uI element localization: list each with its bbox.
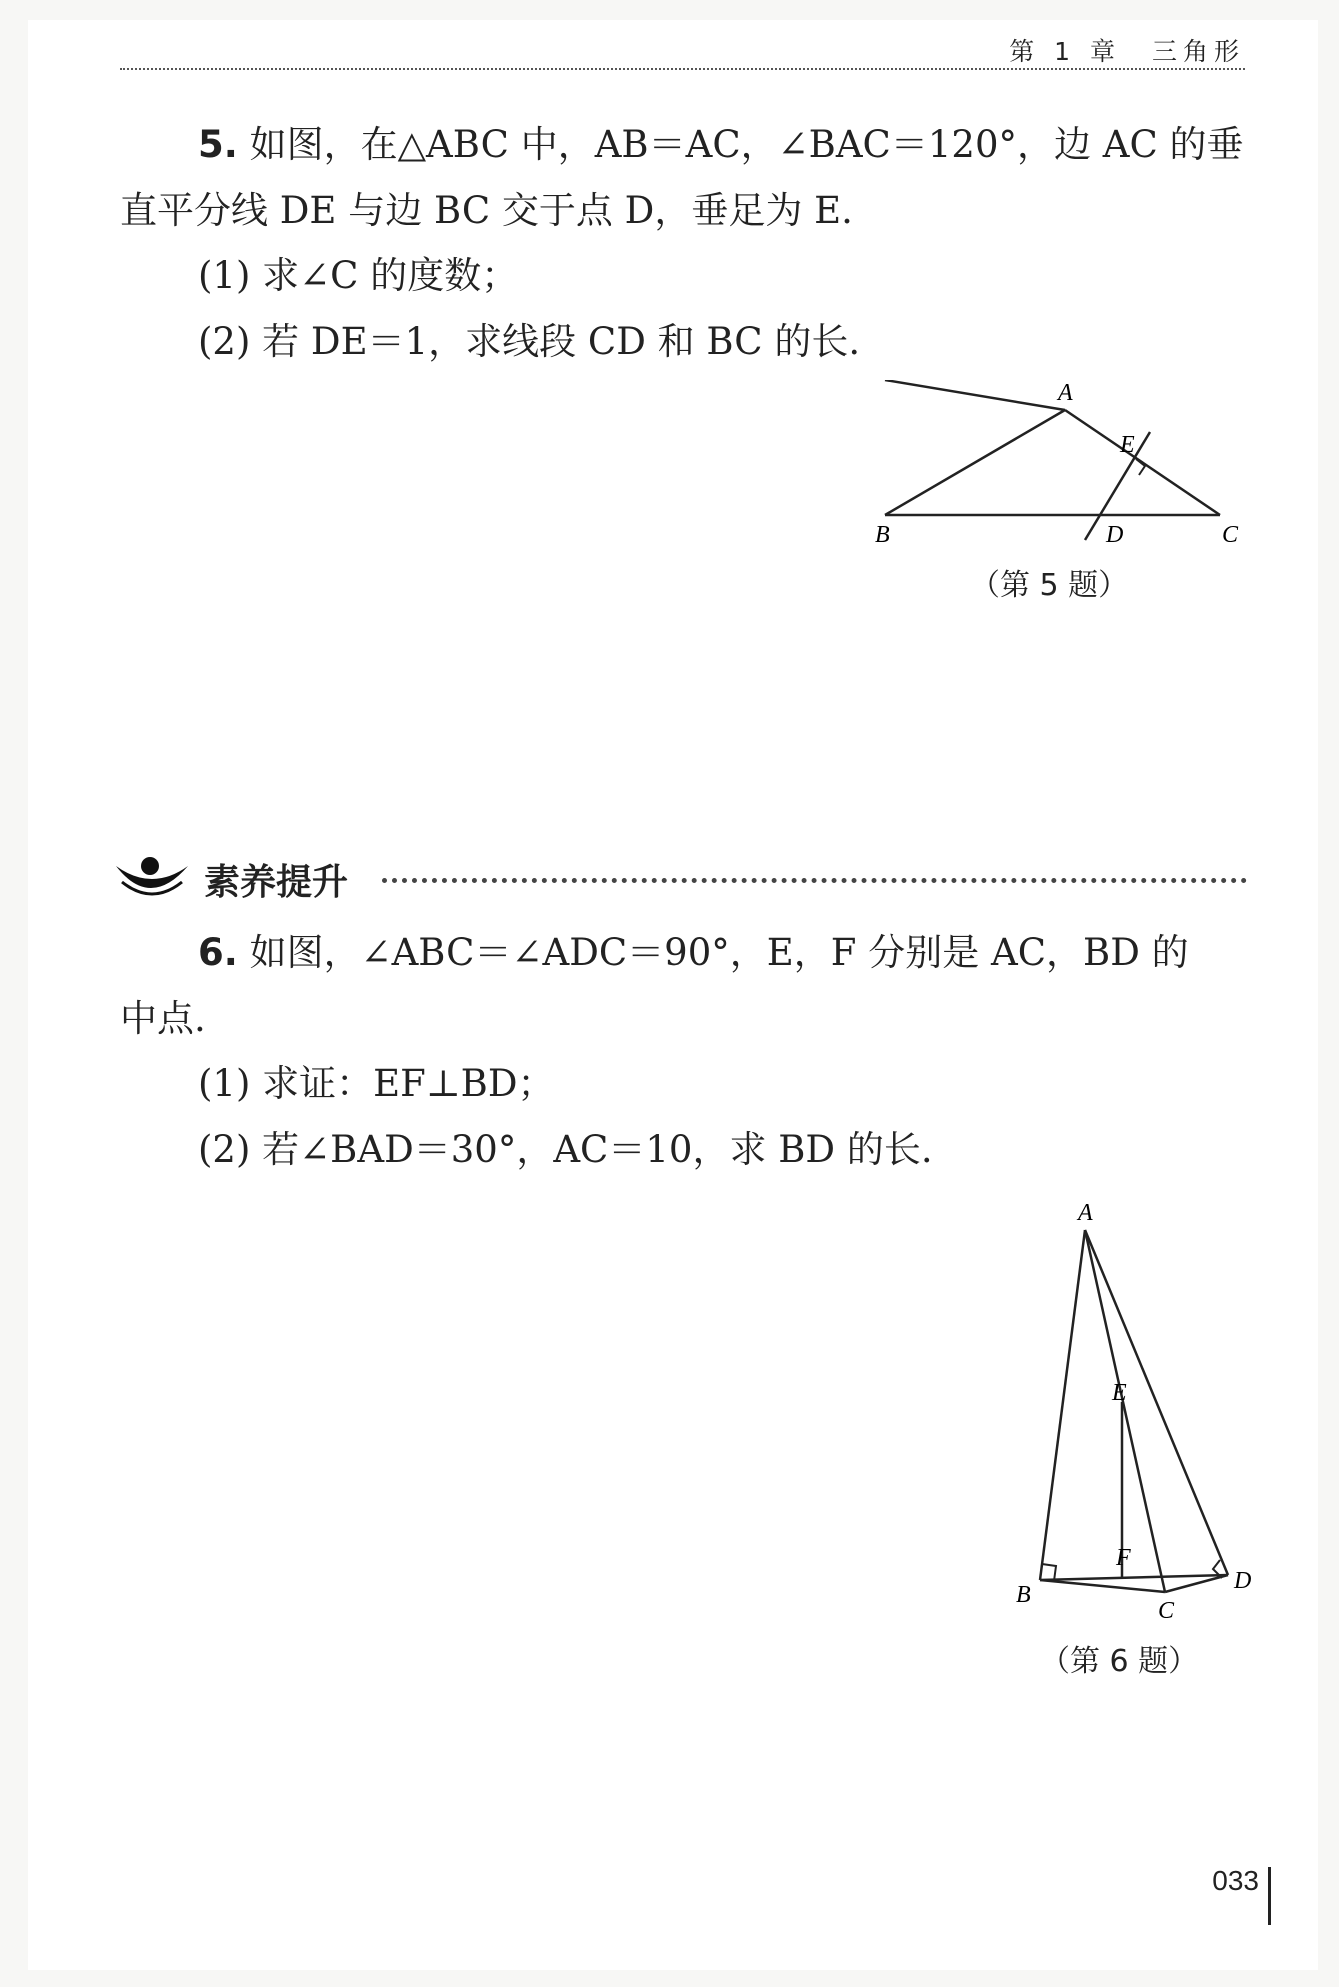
segment-ac	[1065, 410, 1220, 515]
chapter-title: 第 1 章 三角形	[1009, 37, 1245, 66]
label-f: F	[1116, 1545, 1131, 1571]
figure-5-caption: （第 5 题）	[970, 568, 1129, 603]
section-heading	[112, 848, 1247, 908]
problem-5-question-1: (1) 求∠C 的度数；	[198, 254, 519, 297]
label-a: A	[1058, 380, 1073, 406]
section-title: 素养提升	[204, 862, 349, 903]
segment-ac	[1085, 1230, 1165, 1592]
figure-5	[870, 380, 1250, 550]
segment-ab	[885, 380, 1065, 410]
figure-6-caption: （第 6 题）	[1040, 1644, 1199, 1679]
problem-5-number: 5.	[198, 123, 238, 166]
page-number-bar	[1268, 1867, 1271, 1925]
label-e: E	[1112, 1380, 1127, 1406]
problem-5-stem-line1: 5. 如图，在△ABC 中，AB＝AC，∠BAC＝120°，边 AC 的垂	[198, 123, 1244, 166]
problem-5-stem-line2: 直平分线 DE 与边 BC 交于点 D，垂足为 E.	[120, 189, 853, 232]
label-e: E	[1120, 432, 1135, 458]
right-angle-mark-b	[1042, 1564, 1056, 1581]
section-dotted-rule	[382, 878, 1247, 883]
right-angle-mark-e	[1136, 459, 1145, 475]
problem-5-question-2: (2) 若 DE＝1，求线段 CD 和 BC 的长.	[198, 320, 861, 363]
label-b: B	[875, 522, 890, 548]
label-c: C	[1222, 522, 1239, 548]
label-a: A	[1078, 1200, 1093, 1226]
label-b: B	[1016, 1582, 1031, 1608]
running-header	[120, 32, 1245, 72]
problem-6-question-2: (2) 若∠BAD＝30°，AC＝10，求 BD 的长.	[198, 1128, 933, 1171]
problem-6-stem-line1: 6. 如图，∠ABC＝∠ADC＝90°，E，F 分别是 AC，BD 的	[198, 931, 1189, 974]
page-number: 033	[1212, 1865, 1259, 1896]
label-c: C	[1158, 1598, 1175, 1624]
segment-ad	[1085, 1230, 1228, 1575]
problem-6-stem-line2: 中点.	[120, 997, 206, 1040]
label-d: D	[1234, 1568, 1252, 1594]
header-divider	[120, 68, 1245, 70]
segment-ab	[1040, 1230, 1085, 1580]
problem-6-question-1: (1) 求证：EF⊥BD；	[198, 1062, 555, 1105]
figure-6	[1000, 1190, 1280, 1630]
problem-6-number: 6.	[198, 931, 238, 974]
segment-bd	[1040, 1575, 1228, 1580]
label-d: D	[1106, 522, 1124, 548]
segment-ab-draw	[885, 410, 1065, 515]
segment-bc	[1040, 1580, 1165, 1592]
ear-swoosh-icon	[112, 848, 192, 904]
